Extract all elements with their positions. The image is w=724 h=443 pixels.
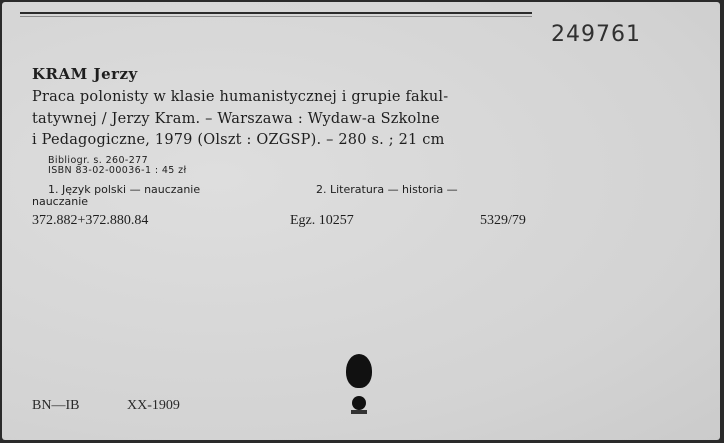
accession-number: 249761 [551,22,641,47]
bibliography-note: Bibliogr. s. 260-277 [48,155,149,166]
subject-continuation: nauczanie [32,195,89,208]
author-heading: KRAM Jerzy [32,65,138,83]
top-rule [20,12,532,14]
punch-hole-small-icon [352,396,366,410]
top-rule-thin [20,16,532,17]
punch-hole-base-icon [351,410,367,414]
record-number: 5329/79 [480,213,526,228]
title-line-1: Praca polonisty w klasie humanistycznej i grupie fakul- [32,89,449,105]
series-number: XX-1909 [127,398,180,413]
isbn-note: ISBN 83-02-00036-1 : 45 zł [48,165,187,176]
subject-2: 2. Literatura — historia — [316,183,458,196]
title-line-2: tatywnej / Jerzy Kram. – Warszawa : Wydaw-a Szkolne [32,111,440,127]
catalog-card [2,2,720,440]
classification-number: 372.882+372.880.84 [32,213,149,228]
series-code: BN—IB [32,398,80,413]
title-line-3: i Pedagogiczne, 1979 (Olszt : OZGSP). – 280 s. ; 21 cm [32,132,445,148]
punch-hole-icon [346,354,372,388]
subject-1: 1. Język polski — nauczanie [48,183,201,196]
copy-number: Egz. 10257 [290,213,354,228]
